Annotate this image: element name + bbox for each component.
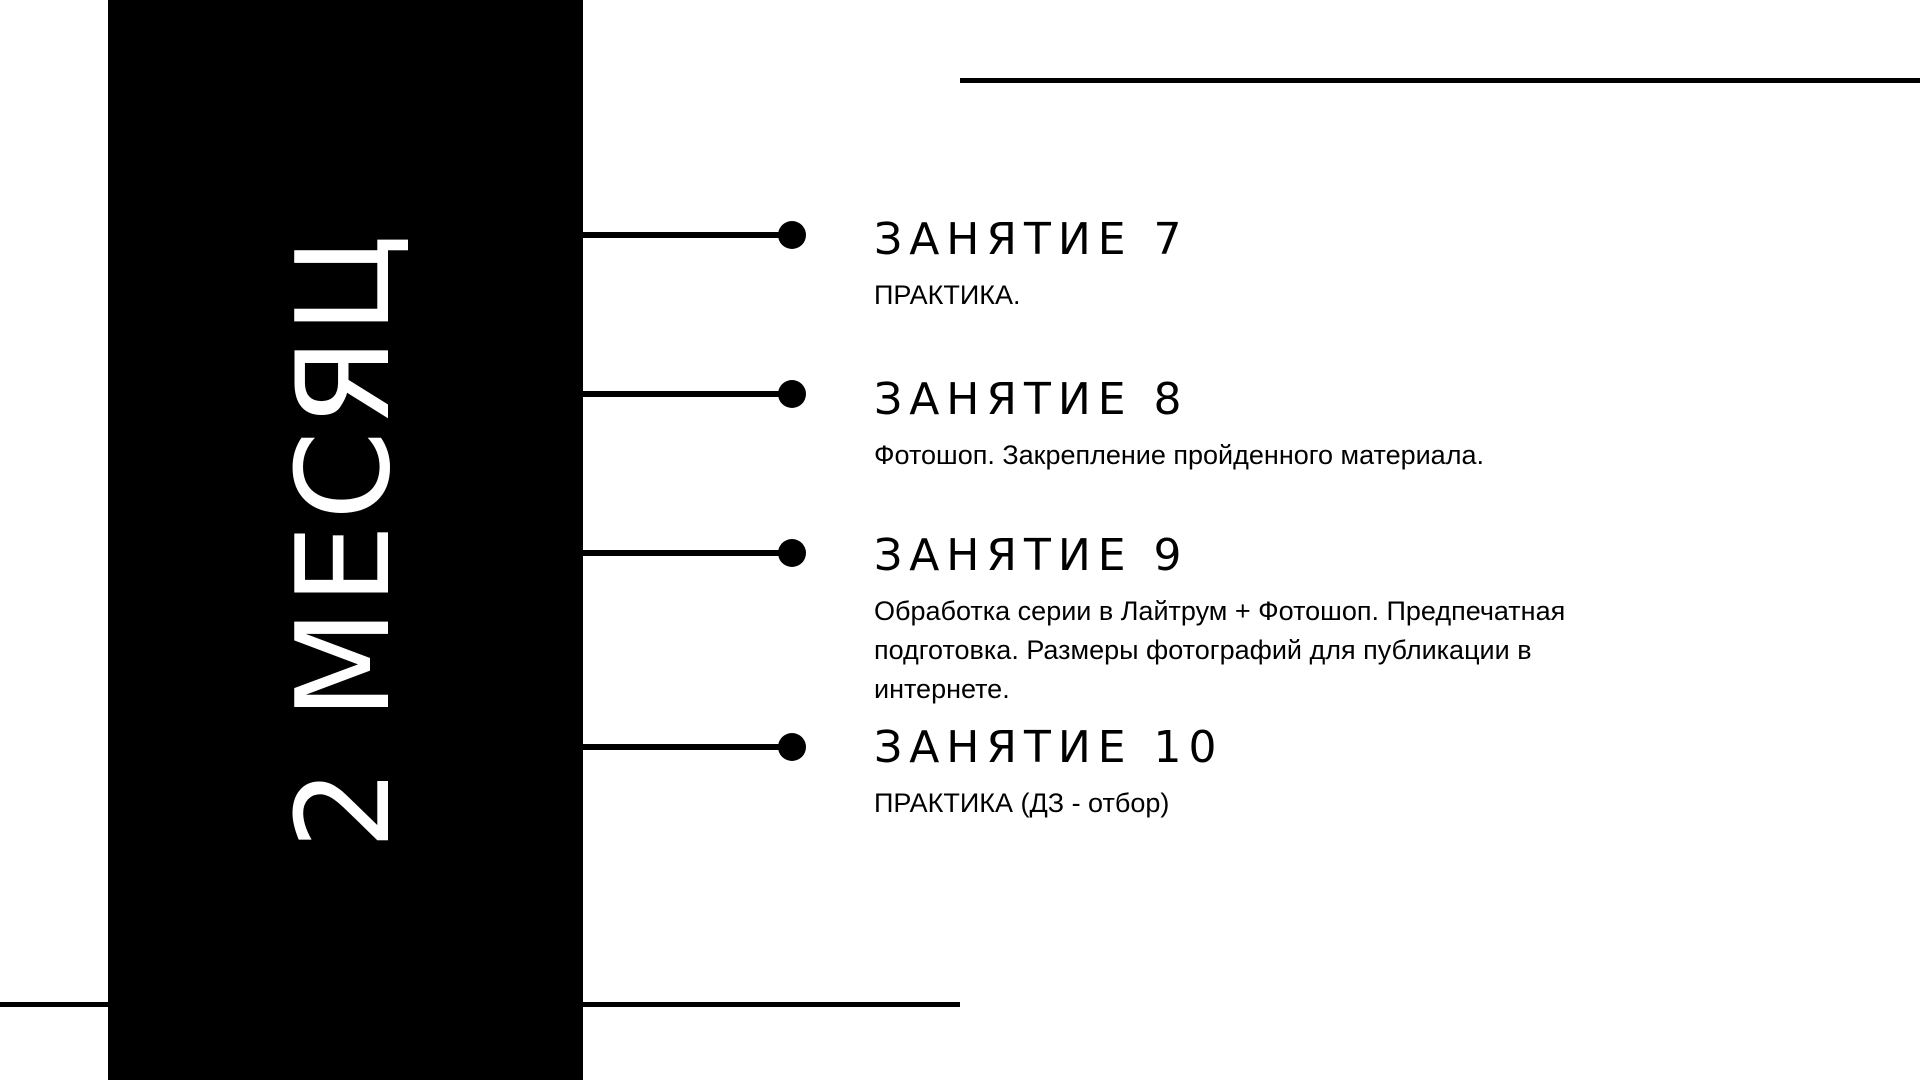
- timeline-dot-9: [778, 539, 806, 567]
- month-title: 2 МЕСЯЦ: [270, 230, 419, 850]
- lesson-9: [874, 530, 1674, 709]
- lesson-10: [874, 722, 1674, 823]
- top-right-line: [960, 78, 1920, 83]
- timeline-dot-10: [778, 733, 806, 761]
- connector-line-8: [583, 391, 793, 397]
- lesson-8: [874, 374, 1674, 475]
- lesson-title: ЗАНЯТИЕ 8: [874, 374, 1189, 425]
- timeline-dot-7: [778, 221, 806, 249]
- timeline-dot-8: [778, 380, 806, 408]
- connector-line-10: [583, 744, 793, 750]
- lesson-7: [874, 214, 1674, 315]
- connector-line-9: [583, 550, 793, 556]
- lesson-description: Обработка серии в Лайтрум + Фотошоп. Предпечатная подготовка. Размеры фотографий для публикации в интернете.: [874, 596, 1566, 704]
- lesson-title: ЗАНЯТИЕ 10: [874, 722, 1224, 773]
- lesson-title: ЗАНЯТИЕ 9: [874, 530, 1189, 581]
- lesson-description: Фотошоп. Закрепление пройденного материала.: [874, 440, 1484, 470]
- lesson-title: ЗАНЯТИЕ 7: [874, 214, 1189, 265]
- lesson-description: ПРАКТИКА.: [874, 280, 1021, 310]
- connector-line-7: [583, 232, 793, 238]
- lesson-description: ПРАКТИКА (ДЗ - отбор): [874, 788, 1170, 818]
